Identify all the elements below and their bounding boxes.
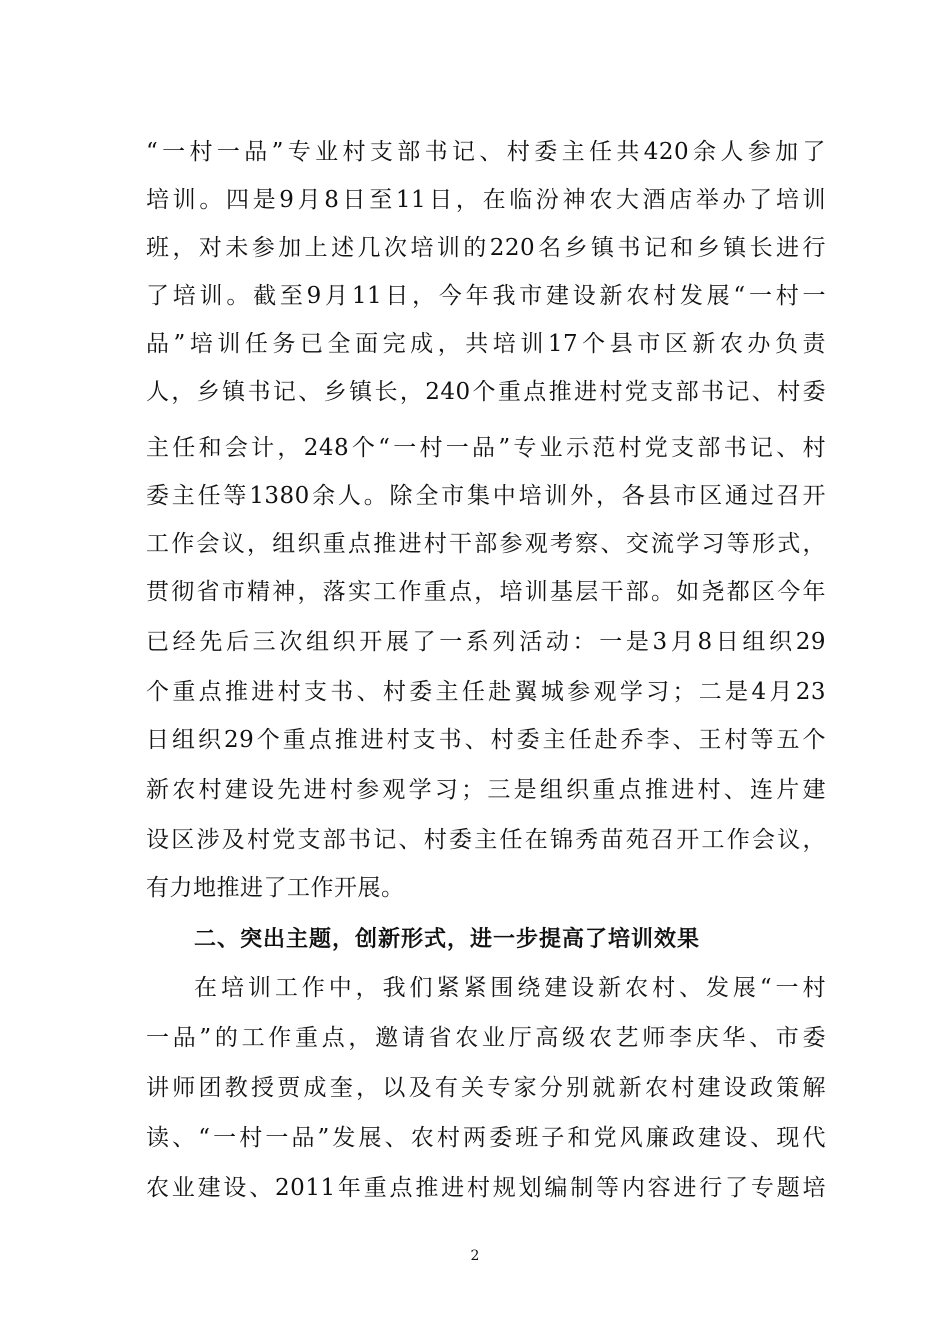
paragraph-1-line-8: 委主任等1380余人。除全市集中培训外，各县市区通过召开 [146, 483, 826, 509]
paragraph-1-line-7: 主任和会计，248个“一村一品”专业示范村党支部书记、村 [146, 435, 826, 461]
paragraph-1-line-3: 班，对未参加上述几次培训的220名乡镇书记和乡镇长进行 [146, 235, 826, 261]
paragraph-1-line-12: 个重点推进村支书、村委主任赴翼城参观学习；二是4月23 [146, 679, 826, 705]
paragraph-2-line-3: 讲师团教授贾成奎，以及有关专家分别就新农村建设政策解 [146, 1075, 826, 1101]
paragraph-1-line-5: 品”培训任务已全面完成，共培训17个县市区新农办负责 [146, 331, 826, 357]
paragraph-1-line-15: 设区涉及村党支部书记、村委主任在锦秀苗苑召开工作会议， [146, 827, 826, 853]
paragraph-1-line-6: 人，乡镇书记、乡镇长，240个重点推进村党支部书记、村委 [146, 379, 826, 405]
paragraph-1-line-14: 新农村建设先进村参观学习；三是组织重点推进村、连片建 [146, 777, 826, 803]
paragraph-2-line-2: 一品”的工作重点，邀请省农业厅高级农艺师李庆华、市委 [146, 1025, 826, 1051]
paragraph-1-line-2: 培训。四是9月8日至11日，在临汾神农大酒店举办了培训 [146, 187, 826, 213]
paragraph-1-line-10: 贯彻省市精神，落实工作重点，培训基层干部。如尧都区今年 [146, 579, 826, 605]
paragraph-1-line-16: 有力地推进了工作开展。 [146, 875, 405, 901]
paragraph-2-line-1: 在培训工作中，我们紧紧围绕建设新农村、发展“一村 [194, 975, 826, 1001]
paragraph-2-line-5: 农业建设、2011年重点推进村规划编制等内容进行了专题培 [146, 1175, 826, 1201]
paragraph-1-line-13: 日组织29个重点推进村支书、村委主任赴乔李、王村等五个 [146, 727, 826, 753]
paragraph-1-line-11: 已经先后三次组织开展了一系列活动：一是3月8日组织29 [146, 629, 826, 655]
paragraph-1-line-4: 了培训。截至9月11日，今年我市建设新农村发展“一村一 [146, 283, 826, 309]
paragraph-1-line-1: “一村一品”专业村支部书记、村委主任共420余人参加了 [146, 139, 826, 165]
section-heading: 二、突出主题，创新形式，进一步提高了培训效果 [194, 927, 701, 952]
paragraph-1-line-9: 工作会议，组织重点推进村干部参观考察、交流学习等形式， [146, 531, 826, 557]
page-number: 2 [470, 1248, 480, 1264]
paragraph-2-line-4: 读、“一村一品”发展、农村两委班子和党风廉政建设、现代 [146, 1125, 826, 1151]
